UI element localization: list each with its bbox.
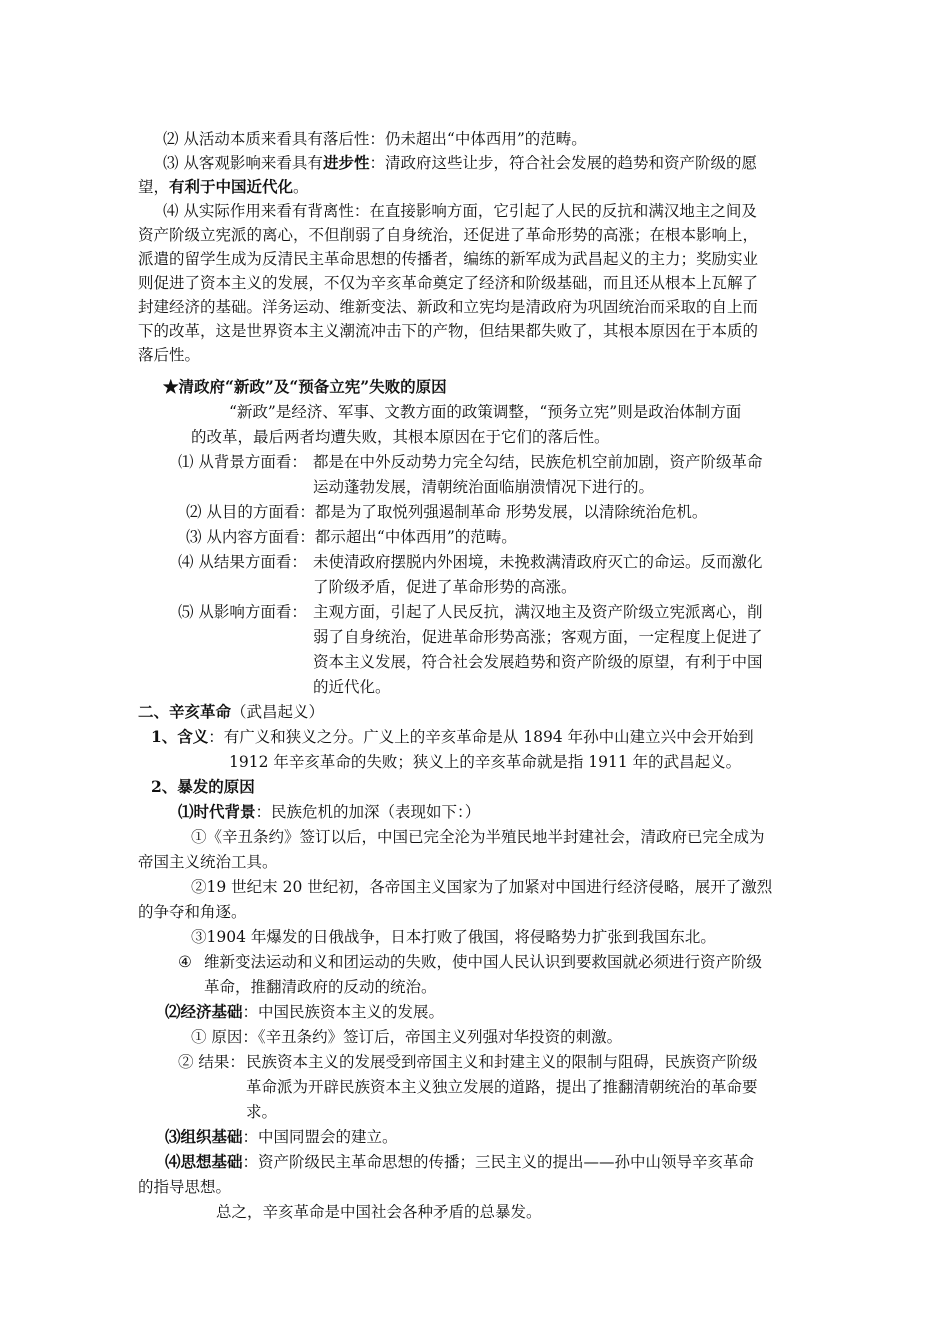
economic-text: ：中国民族资本主义的发展。	[242, 1003, 445, 1021]
economic-result-line: 革命派为开辟民族资本主义独立发展的道路，提出了推翻清朝统治的革命要	[246, 1078, 758, 1096]
paragraph-line: 派遣的留学生成为反清民主革命思想的传播者，编练的新军成为武昌起义的主力；奖励实业	[138, 250, 759, 268]
ideology-label: ⑷思想基础	[165, 1152, 243, 1171]
era-item-4-marker: ④	[178, 953, 192, 971]
paragraph-line: 资产阶级立宪派的离心，不但削弱了自身统治，还促进了革命形势的高涨；在根本影响上，	[138, 226, 759, 244]
progressive-term: 进步性	[322, 153, 370, 172]
ideology-line-2: 的指导思想。	[138, 1178, 232, 1196]
point-3-line-1	[163, 153, 757, 173]
era-item-3: ③1904 年爆发的日俄战争，日本打败了俄国，将侵略势力扩张到我国东北。	[191, 928, 716, 946]
reason-2: ⑵ 从目的方面看：都是为了取悦列强遏制革命 形势发展，以清除统治危机。	[186, 503, 708, 521]
economic-result-label: ② 结果：	[178, 1053, 245, 1071]
reason-4-line: 未使清政府摆脱内外困境，未挽救满清政府灭亡的命运。反而激化	[313, 553, 763, 571]
causes-heading: 2、暴发的原因	[151, 777, 255, 796]
era-item-4-line: 维新变法运动和义和团运动的失败，使中国人民认识到要救国就必须进行资产阶级	[204, 953, 763, 971]
reason-5-line: 的近代化。	[313, 678, 391, 696]
era-background	[178, 802, 480, 822]
failure-heading: ★清政府“新政”及“预备立宪”失败的原因	[163, 377, 447, 396]
era-text: ：民族危机的加深（表现如下：）	[255, 803, 481, 821]
meaning-text: ：有广义和狭义之分。广义上的辛亥革命是从 1894 年孙中山建立兴中会开始到	[208, 728, 754, 746]
era-item-2-line: 的争夺和角逐。	[138, 903, 247, 921]
paragraph-line: ⑷ 从实际作用来看有背离性：在直接影响方面，它引起了人民的反抗和满汉地主之间及	[163, 202, 757, 220]
reason-4-label: ⑷ 从结果方面看：	[178, 553, 307, 571]
meaning-label: 1、含义	[151, 727, 209, 746]
reason-1-line: 都是在中外反动势力完全勾结，民族危机空前加剧，资产阶级革命	[313, 453, 763, 471]
organization-label: ⑶组织基础	[165, 1127, 243, 1146]
organization-text: ：中国同盟会的建立。	[242, 1128, 398, 1146]
point-3-text: 望，	[138, 178, 170, 196]
ideology-basis	[165, 1152, 754, 1172]
meaning-line-1	[151, 727, 754, 747]
economic-result-line: 求。	[246, 1103, 278, 1121]
reason-3: ⑶ 从内容方面看：都示超出“中体西用”的范畴。	[186, 528, 517, 546]
paragraph-line: 封建经济的基础。洋务运动、维新变法、新政和立宪均是清政府为巩固统治而采取的自上而	[138, 298, 759, 316]
meaning-line-2: 1912 年辛亥革命的失败；狭义上的辛亥革命就是指 1911 年的武昌起义。	[229, 753, 742, 771]
paragraph-line: 落后性。	[138, 346, 201, 364]
section-2-heading	[138, 702, 324, 722]
era-item-1-line: ①《辛丑条约》签订以后，中国已完全沦为半殖民地半封建社会，清政府已完全成为	[191, 828, 765, 846]
reason-5-line: 主观方面，引起了人民反抗，满汉地主及资产阶级立宪派离心，削	[313, 603, 763, 621]
reason-1-label: ⑴ 从背景方面看：	[178, 453, 307, 471]
point-2: ⑵ 从活动本质来看具有落后性：仍未超出“中体西用”的范畴。	[163, 130, 587, 148]
era-item-1-line: 帝国主义统治工具。	[138, 853, 278, 871]
point-3-end: 。	[293, 178, 309, 196]
economic-label: ⑵经济基础	[165, 1002, 243, 1021]
summary: 总之，辛亥革命是中国社会各种矛盾的总暴发。	[216, 1203, 542, 1221]
reason-5-line: 资本主义发展，符合社会发展趋势和资产阶级的原望，有利于中国	[313, 653, 763, 671]
era-item-4-line: 革命，推翻清政府的反动的统治。	[204, 978, 437, 996]
failure-intro-line: “新政”是经济、军事、文教方面的政策调整，“预务立宪”则是政治体制方面	[229, 403, 742, 421]
section-2-subtitle: （武昌起义）	[231, 703, 325, 721]
point-3-line-2	[138, 177, 309, 197]
organization-basis	[165, 1127, 398, 1147]
modernization-term: 有利于中国近代化	[169, 177, 294, 196]
era-label: ⑴时代背景	[178, 802, 256, 821]
reason-4-line: 了阶级矛盾，促进了革命形势的高涨。	[313, 578, 577, 596]
paragraph-line: 则促进了资本主义的发展，不仅为辛亥革命奠定了经济和阶级基础，而且还从根本上瓦解了	[138, 274, 759, 292]
point-3-text-cont: ：清政府这些让步，符合社会发展的趋势和资产阶级的愿	[369, 154, 757, 172]
economic-cause: ① 原因：《辛丑条约》签订后，帝国主义列强对华投资的刺激。	[191, 1028, 623, 1046]
reason-5-label: ⑸ 从影响方面看：	[178, 603, 307, 621]
economic-result-line: 民族资本主义的发展受到帝国主义和封建主义的限制与阻碍，民族资产阶级	[246, 1053, 758, 1071]
paragraph-line: 下的改革，这是世界资本主义潮流冲击下的产物，但结果都失败了，其根本原因在于本质的	[138, 322, 759, 340]
point-3-text: ⑶ 从客观影响来看具有	[163, 154, 323, 172]
reason-1-line: 运动蓬勃发展，清朝统治面临崩溃情况下进行的。	[313, 478, 655, 496]
era-item-2-line: ②19 世纪末 20 世纪初，各帝国主义国家为了加紧对中国进行经济侵略，展开了激烈	[191, 878, 773, 896]
reason-5-line: 弱了自身统治，促进革命形势高涨；客观方面，一定程度上促进了	[313, 628, 763, 646]
section-2-title: 二、辛亥革命	[138, 702, 232, 721]
ideology-text: ：资产阶级民主革命思想的传播；三民主义的提出——孙中山领导辛亥革命	[242, 1153, 755, 1171]
economic-basis	[165, 1002, 444, 1022]
failure-intro-line: 的改革，最后两者均遭失败，其根本原因在于它们的落后性。	[191, 428, 610, 446]
